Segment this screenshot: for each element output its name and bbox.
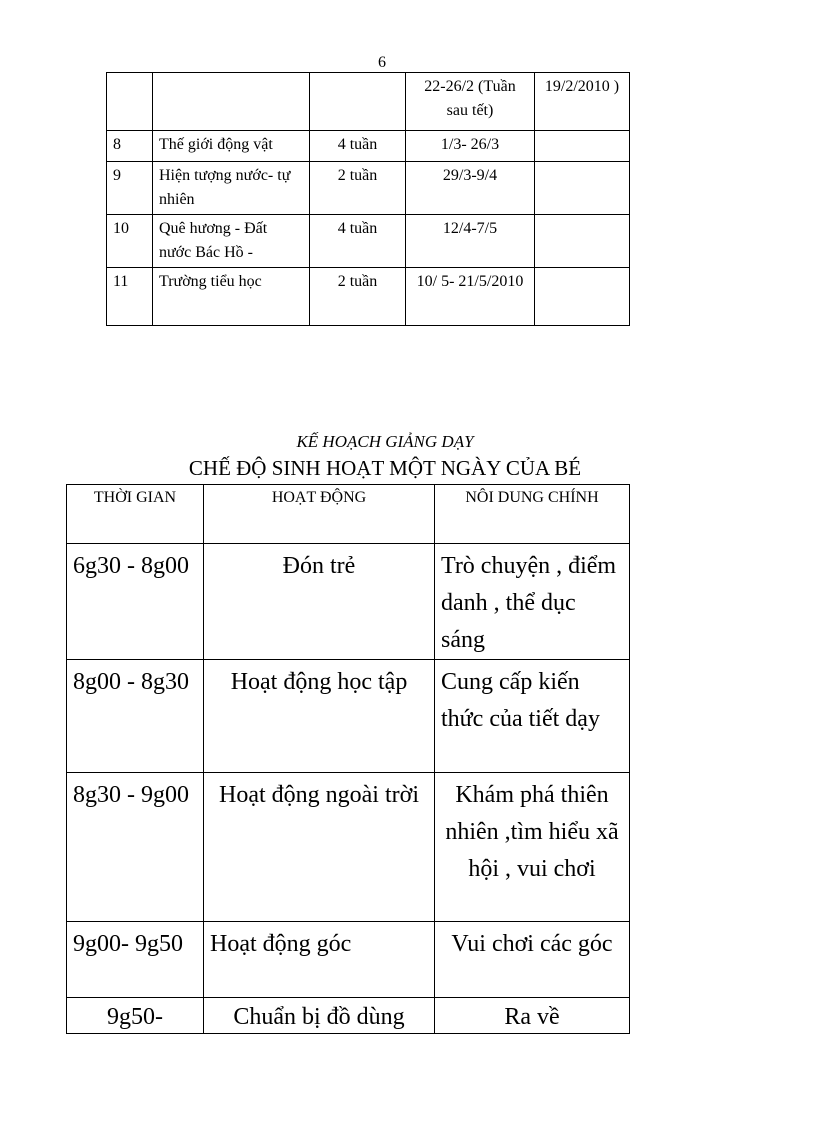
cell-activity: Hoạt động góc bbox=[204, 922, 435, 998]
header-content: NÔI DUNG CHÍNH bbox=[435, 485, 630, 544]
cell-duration bbox=[310, 73, 406, 131]
plan-title: KẾ HOẠCH GIẢNG DẠY bbox=[296, 432, 474, 451]
cell-content: Khám phá thiên nhiên ,tìm hiểu xã hội , vui chơi bbox=[435, 773, 630, 922]
table-row bbox=[67, 544, 630, 660]
cell-topic: Hiện tượng nước- tự nhiên bbox=[153, 162, 310, 215]
cell-time: 9g50- bbox=[67, 998, 204, 1034]
cell-content: Ra về bbox=[435, 998, 630, 1034]
cell-content: Trò chuyện , điểm danh , thể dục sáng bbox=[435, 544, 630, 660]
cell-note bbox=[535, 268, 630, 326]
table-row bbox=[107, 162, 630, 215]
cell-topic: Trường tiểu học bbox=[153, 268, 310, 326]
cell-content: Cung cấp kiến thức của tiết dạy bbox=[435, 660, 630, 773]
table-row bbox=[107, 268, 630, 326]
cell-no: 11 bbox=[107, 268, 153, 326]
cell-activity: Chuẩn bị đồ dùng bbox=[204, 998, 435, 1034]
cell-time: 6g30 - 8g00 bbox=[67, 544, 204, 660]
schedule-title: CHẾ ĐỘ SINH HOẠT MỘT NGÀY CỦA BÉ bbox=[188, 456, 582, 480]
header-activity: HOẠT ĐỘNG bbox=[204, 485, 435, 544]
cell-content: Vui chơi các góc bbox=[435, 922, 630, 998]
cell-no: 8 bbox=[107, 131, 153, 162]
table-row bbox=[67, 998, 630, 1034]
cell-note bbox=[535, 131, 630, 162]
cell-no: 9 bbox=[107, 162, 153, 215]
cell-dates: 10/ 5- 21/5/2010 bbox=[406, 268, 535, 326]
cell-time: 8g30 - 9g00 bbox=[67, 773, 204, 922]
cell-duration: 2 tuần bbox=[310, 268, 406, 326]
cell-duration: 4 tuần bbox=[310, 131, 406, 162]
cell-activity: Hoạt động học tập bbox=[204, 660, 435, 773]
cell-time: 8g00 - 8g30 bbox=[67, 660, 204, 773]
cell-no bbox=[107, 73, 153, 131]
cell-no: 10 bbox=[107, 215, 153, 268]
cell-activity: Hoạt động ngoài trời bbox=[204, 773, 435, 922]
cell-dates: 29/3-9/4 bbox=[406, 162, 535, 215]
cell-note bbox=[535, 215, 630, 268]
table-row bbox=[107, 73, 630, 131]
cell-activity: Đón trẻ bbox=[204, 544, 435, 660]
cell-time: 9g00- 9g50 bbox=[67, 922, 204, 998]
cell-duration: 2 tuần bbox=[310, 162, 406, 215]
table-row bbox=[67, 660, 630, 773]
header-time: THỜI GIAN bbox=[67, 485, 204, 544]
header-row bbox=[67, 485, 630, 544]
cell-dates: 12/4-7/5 bbox=[406, 215, 535, 268]
cell-duration: 4 tuần bbox=[310, 215, 406, 268]
table-row bbox=[67, 922, 630, 998]
cell-dates: 22-26/2 (Tuần sau tết) bbox=[406, 73, 535, 131]
table-row bbox=[107, 215, 630, 268]
page-number: 6 bbox=[378, 54, 386, 71]
cell-topic: Thế giới động vật bbox=[153, 131, 310, 162]
daily-schedule-table bbox=[66, 484, 630, 1034]
table-row bbox=[67, 773, 630, 922]
cell-topic bbox=[153, 73, 310, 131]
table-row bbox=[107, 131, 630, 162]
topic-schedule-table bbox=[106, 72, 630, 326]
cell-dates: 1/3- 26/3 bbox=[406, 131, 535, 162]
cell-note: 19/2/2010 ) bbox=[535, 73, 630, 131]
cell-note bbox=[535, 162, 630, 215]
cell-topic: Quê hương - Đất nước Bác Hồ - bbox=[153, 215, 310, 268]
